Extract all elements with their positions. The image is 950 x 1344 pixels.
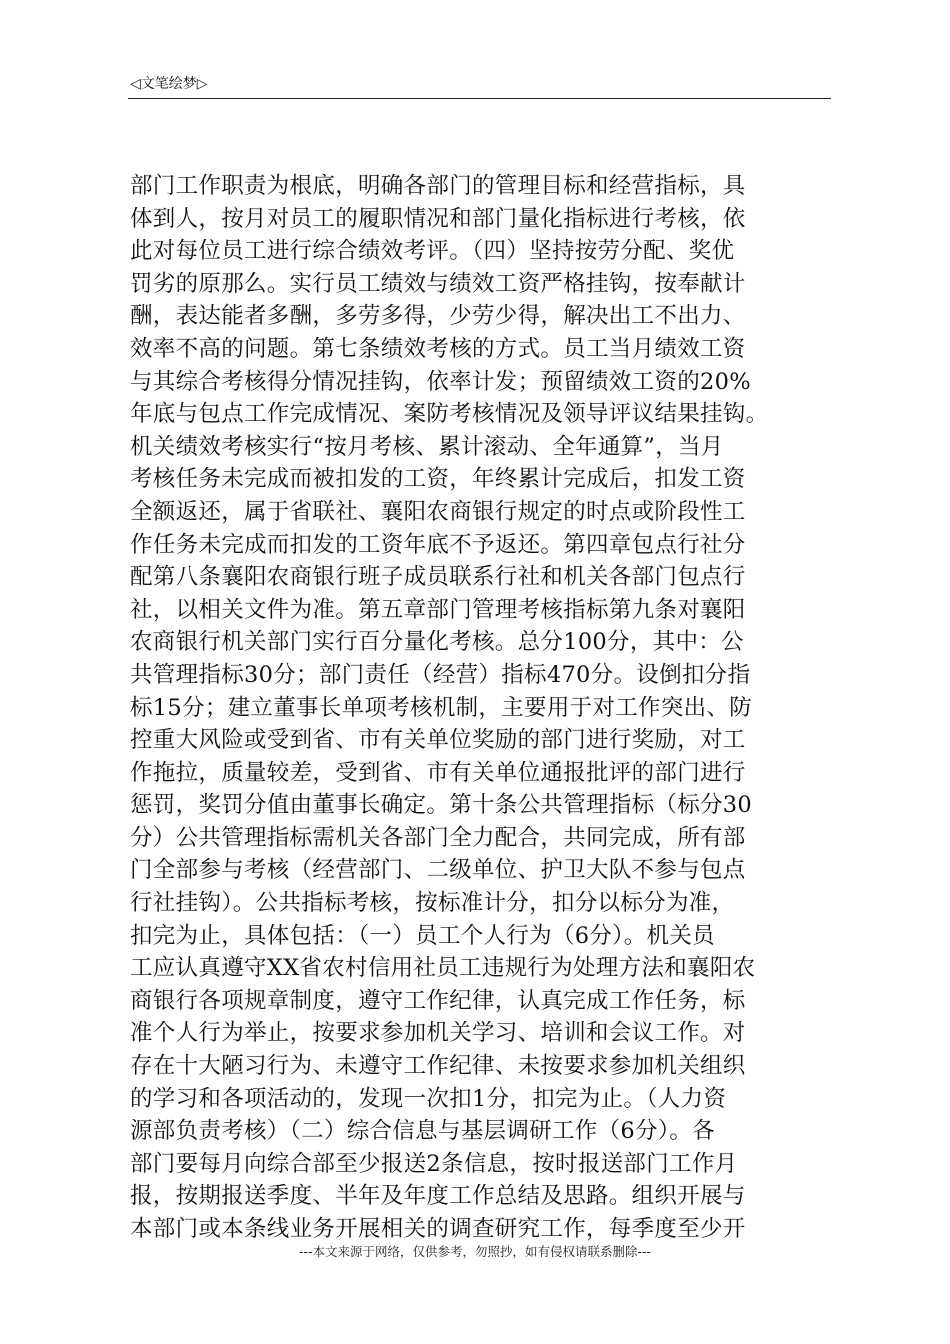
text-line: 农商银行机关部门实行百分量化考核。总分100分，其中：公 <box>130 629 744 656</box>
text-line: 标15分；建立董事长单项考核机制，主要用于对工作突出、防 <box>130 694 753 721</box>
text-line: 酬，表达能者多酬，多劳多得，少劳少得，解决出工不出力、 <box>130 303 746 330</box>
text-line: 部门工作职责为根底，明确各部门的管理目标和经营指标，具 <box>130 173 746 199</box>
text-line: 准个人行为举止，按要求参加机关学习、培训和会议工作。对 <box>130 1020 746 1047</box>
text-line: 源部负责考核）（二）综合信息与基层调研工作（6分）。各 <box>130 1118 715 1145</box>
text-line: 作拖拉，质量较差，受到省、市有关单位通报批评的部门进行 <box>130 759 746 786</box>
text-line: 作任务未完成而扣发的工资年底不予返还。第四章包点行社分 <box>130 531 746 558</box>
text-line: 存在十大陋习行为、未遵守工作纪律、未按要求参加机关组织 <box>130 1053 746 1080</box>
text-line: 体到人，按月对员工的履职情况和部门量化指标进行考核，依 <box>130 205 746 232</box>
text-line: 分）公共管理指标需机关各部门全力配合，共同完成，所有部 <box>130 824 746 851</box>
text-line: 行社挂钩）。公共指标考核，按标准计分，扣分以标分为准， <box>130 890 735 917</box>
text-line: 报，按期报送季度、半年及年度工作总结及思路。组织开展与 <box>130 1183 746 1210</box>
text-line: 的学习和各项活动的，发现一次扣1分，扣完为止。（人力资 <box>130 1085 727 1112</box>
text-line: 商银行各项规章制度，遵守工作纪律，认真完成工作任务，标 <box>130 987 746 1014</box>
text-line: 罚劣的原那么。实行员工绩效与绩效工资严格挂钩，按奉献计 <box>130 270 746 297</box>
text-line: 社，以相关文件为准。第五章部门管理考核指标第九条对襄阳 <box>130 596 746 623</box>
text-line: 机关绩效考核实行“按月考核、累计滚动、全年通算”，当月 <box>130 433 724 460</box>
text-line: 配第八条襄阳农商银行班子成员联系行社和机关各部门包点行 <box>130 564 746 591</box>
document-body <box>130 170 830 1246</box>
text-line: 门全部参与考核（经营部门、二级单位、护卫大队不参与包点 <box>130 857 746 884</box>
text-line: 年底与包点工作完成情况、案防考核情况及领导评议结果挂钩。 <box>130 401 769 428</box>
text-line: 与其综合考核得分情况挂钩，依率计发；预留绩效工资的20% <box>130 368 751 395</box>
text-line: 工应认真遵守XX省农村信用社员工违规行为处理方法和襄阳农 <box>130 955 756 982</box>
text-line: 扣完为止，具体包括：（一）员工个人行为（6分）。机关员 <box>130 922 715 949</box>
text-line: 部门要每月向综合部至少报送2条信息，按时报送部门工作月 <box>130 1150 738 1177</box>
header-title: ◁文笔绘梦▷ <box>130 76 208 92</box>
text-line: 共管理指标30分；部门责任（经营）指标470分。设倒扣分指 <box>130 661 751 688</box>
text-line: 本部门或本条线业务开展相关的调查研究工作，每季度至少开 <box>130 1216 746 1242</box>
text-line: 考核任务未完成而被扣发的工资，年终累计完成后，扣发工资 <box>130 466 746 493</box>
text-line: 全额返还，属于省联社、襄阳农商银行规定的时点或阶段性工 <box>130 498 746 525</box>
page-header <box>128 74 831 99</box>
page-footer: ---本文来源于网络，仅供参考，勿照抄，如有侵权请联系删除--- <box>298 1244 652 1259</box>
text-line: 惩罚，奖罚分值由董事长确定。第十条公共管理指标（标分30 <box>130 792 753 819</box>
text-line: 控重大风险或受到省、市有关单位奖励的部门进行奖励，对工 <box>130 727 746 754</box>
text-line: 此对每位员工进行综合绩效考评。（四）坚持按劳分配、奖优 <box>130 238 735 265</box>
text-line: 效率不高的问题。第七条绩效考核的方式。员工当月绩效工资 <box>130 335 746 362</box>
